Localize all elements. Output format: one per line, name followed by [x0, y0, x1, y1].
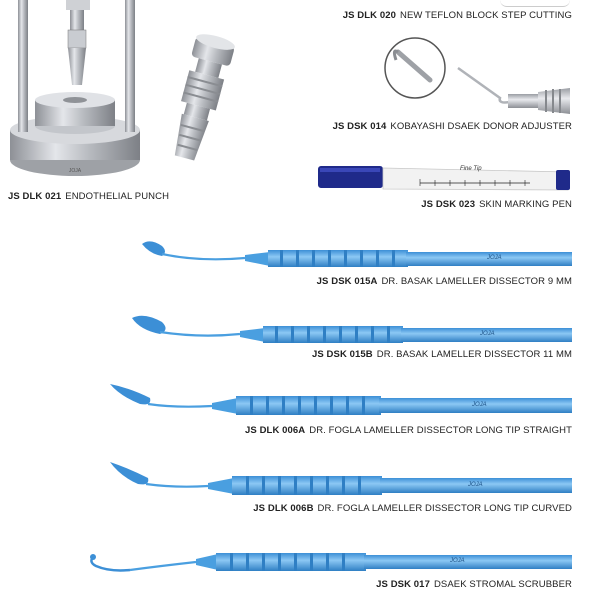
product-code: JS DSK 014	[332, 121, 387, 132]
caption-dsk-017	[376, 579, 572, 590]
skin-marking-pen-image	[318, 166, 570, 190]
caption-dsk-023	[421, 199, 572, 210]
brand-mark: JOJA	[450, 558, 465, 564]
product-name: NEW TEFLON BLOCK STEP CUTTING	[400, 10, 572, 21]
product-name: ENDOTHELIAL PUNCH	[65, 191, 170, 202]
dissector-006a-image	[110, 384, 572, 415]
product-code: JS DLK 021	[8, 191, 62, 202]
product-code: JS DLK 006B	[253, 503, 314, 514]
caption-dlk-006b	[253, 503, 572, 514]
product-code: JS DSK 015B	[312, 349, 373, 360]
product-code: JS DLK 020	[342, 10, 396, 21]
product-name: DR. BASAK LAMELLER DISSECTOR 9 MM	[381, 276, 572, 287]
product-name: DR. BASAK LAMELLER DISSECTOR 11 MM	[376, 349, 572, 360]
product-name: DSAEK STROMAL SCRUBBER	[433, 579, 572, 590]
product-code: JS DSK 017	[376, 579, 430, 590]
dissector-015a-image	[142, 241, 572, 267]
product-code: JS DLK 006A	[245, 425, 306, 436]
brand-mark: JOJA	[472, 402, 487, 408]
product-name: DR. FOGLA LAMELLER DISSECTOR LONG TIP CURVED	[317, 503, 572, 514]
endothelial-punch-image	[10, 0, 236, 176]
product-code: JS DSK 015A	[316, 276, 378, 287]
caption-dlk-006a	[245, 425, 572, 436]
caption-dsk-014	[333, 121, 572, 132]
svg-text:JOJA: JOJA	[68, 168, 82, 174]
kobayashi-adjuster-image	[385, 38, 570, 114]
brand-mark: JOJA	[468, 482, 483, 488]
caption-dlk-021	[8, 191, 169, 202]
product-name: KOBAYASHI DSAEK DONOR ADJUSTER	[390, 121, 572, 132]
stromal-scrubber-image	[90, 553, 572, 571]
dissector-006b-image	[110, 462, 572, 495]
caption-dsk-015a	[317, 276, 572, 287]
brand-mark: JOJA	[487, 255, 502, 261]
caption-dsk-015b	[312, 349, 572, 360]
brand-mark: JOJA	[480, 331, 495, 337]
product-name: DR. FOGLA LAMELLER DISSECTOR LONG TIP STRAIGHT	[309, 425, 572, 436]
product-code: JS DSK 023	[421, 199, 476, 210]
dissector-015b-image	[132, 316, 572, 343]
caption-dlk-020	[343, 10, 572, 21]
pen-label: Fine Tip	[460, 166, 482, 172]
product-name: SKIN MARKING PEN	[479, 199, 572, 210]
